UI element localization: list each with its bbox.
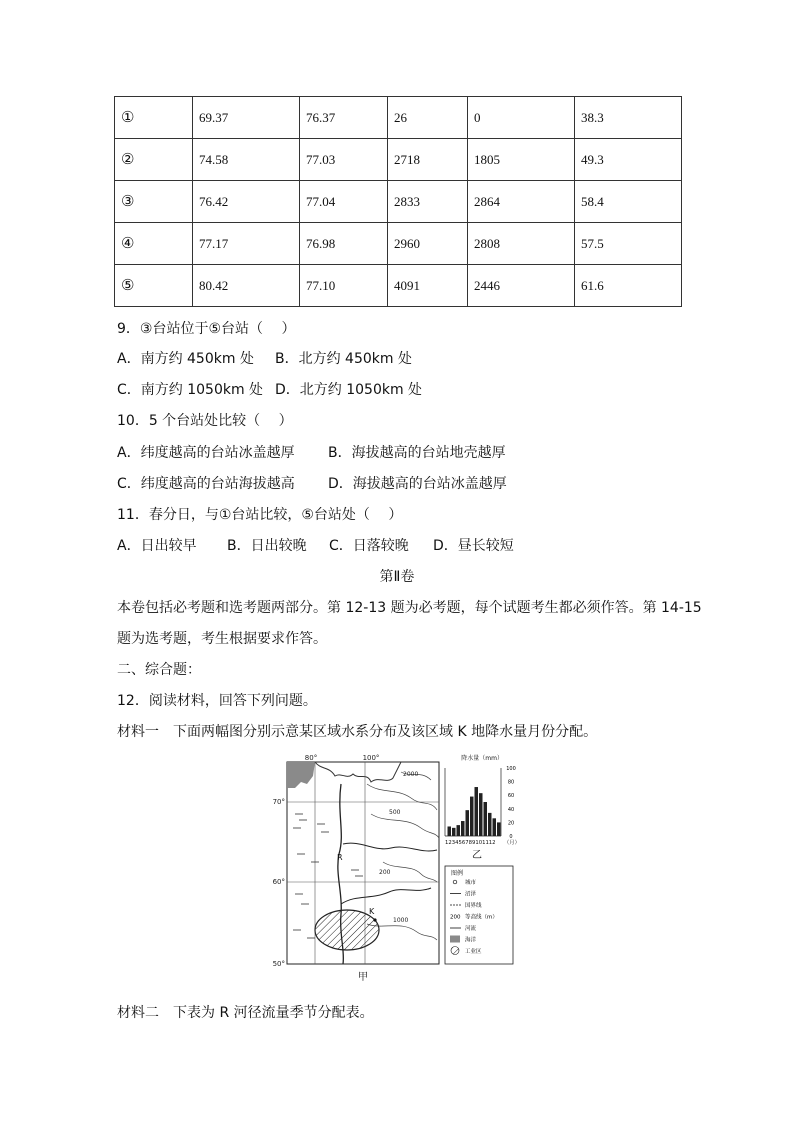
question-10-options: [117, 442, 506, 462]
legend-label: 等高线（m）: [465, 914, 498, 921]
map-legend: [445, 866, 513, 964]
latitude-label: 50°: [272, 960, 285, 968]
chart-y-tick: 40: [507, 806, 515, 813]
map-and-chart-figure: [271, 754, 520, 984]
table-row: [115, 223, 682, 265]
option-c: C．南方约 1050km 处: [117, 382, 264, 398]
table-cell: 2864: [468, 181, 575, 223]
material-two: 材料二 下表为 R 河径流量季节分配表。: [117, 1005, 374, 1021]
chart-bar: [461, 821, 465, 836]
table-cell: 26: [388, 97, 468, 139]
table-cell: 76.37: [300, 97, 388, 139]
contour-label: 500: [389, 809, 401, 816]
site-k-marker: [373, 918, 376, 921]
table-cell: 80.42: [193, 265, 300, 307]
contour-label: 1000: [393, 917, 409, 924]
table-cell: 76.42: [193, 181, 300, 223]
map-jia: [273, 754, 439, 983]
chart-x-tick-labels: 123456789101112: [445, 840, 496, 846]
chart-bar: [466, 810, 470, 836]
table-cell: 49.3: [575, 139, 682, 181]
question-10-options-2: [117, 473, 507, 493]
latitude-label: 60°: [272, 878, 285, 886]
chart-bar: [448, 826, 452, 836]
table-row: [115, 265, 682, 307]
chart-bar: [479, 793, 483, 836]
table-cell: 61.6: [575, 265, 682, 307]
legend-symbol: 200: [450, 914, 461, 921]
table-cell: 1805: [468, 139, 575, 181]
table-cell: 58.4: [575, 181, 682, 223]
option-b: B．北方约 450km 处: [275, 351, 412, 367]
chart-bar: [497, 822, 501, 836]
chart-bar: [484, 802, 488, 836]
table-cell: 2808: [468, 223, 575, 265]
station-data-table: [114, 96, 682, 307]
table-cell: 77.04: [300, 181, 388, 223]
section-title: 第Ⅱ卷: [379, 569, 415, 585]
question-11-stem: 11．春分日，与①台站比较，⑤台站处（ ）: [117, 507, 403, 523]
section-intro-line-2: 题为选考题，考生根据要求作答。: [117, 631, 327, 647]
legend-symbol: [451, 947, 459, 955]
section-heading: 二、综合题：: [117, 662, 201, 678]
table-cell: 74.58: [193, 139, 300, 181]
chart-bar: [470, 797, 474, 836]
chart-caption: 乙: [472, 850, 482, 861]
chart-x-label: （月）: [504, 840, 520, 846]
table-row: [115, 181, 682, 223]
table-cell: 2718: [388, 139, 468, 181]
chart-y-tick: 60: [507, 793, 515, 800]
question-12-stem: 12．阅读材料，回答下列问题。: [117, 693, 317, 709]
table-row: [115, 139, 682, 181]
chart-bar: [488, 813, 492, 836]
site-k-label: K: [369, 907, 375, 916]
longitude-label: 100°: [362, 754, 380, 762]
table-cell: 76.98: [300, 223, 388, 265]
table-cell: 77.10: [300, 265, 388, 307]
legend-label: 城市: [465, 880, 477, 886]
station-id-cell: ④: [115, 223, 193, 265]
chart-y-tick: 100: [506, 766, 516, 772]
chart-bar: [452, 828, 456, 836]
legend-item: [450, 913, 498, 921]
table-cell: 38.3: [575, 97, 682, 139]
option-a: A．纬度越高的台站冰盖越厚: [117, 445, 295, 461]
option-b: B．海拔越高的台站地壳越厚: [328, 445, 506, 461]
option-c: C．日落较晚: [329, 538, 409, 554]
table-cell: 2833: [388, 181, 468, 223]
table-cell: 4091: [388, 265, 468, 307]
chart-y-tick: 80: [507, 779, 515, 786]
legend-label: 沼泽: [465, 891, 477, 898]
chart-y-label: 降水量（mm）: [461, 755, 503, 762]
table-cell: 0: [468, 97, 575, 139]
table-cell: 69.37: [193, 97, 300, 139]
legend-label: 工业区: [465, 949, 482, 955]
precipitation-chart: [445, 754, 520, 861]
material-one: 材料一 下面两幅图分别示意某区域水系分布及该区域 K 地降水量月份分配。: [117, 724, 598, 740]
table-cell: 2960: [388, 223, 468, 265]
chart-bar: [493, 818, 497, 836]
option-c: C．纬度越高的台站海拔越高: [117, 476, 295, 492]
table-cell: 77.17: [193, 223, 300, 265]
contour-label: 2000: [403, 771, 419, 778]
table-cell: 57.5: [575, 223, 682, 265]
option-d: D．昼长较短: [433, 538, 514, 554]
table-cell: 2446: [468, 265, 575, 307]
station-id-cell: ①: [115, 97, 193, 139]
question-9-options-2: [117, 379, 422, 399]
chart-bar: [475, 787, 479, 836]
station-id-cell: ②: [115, 139, 193, 181]
station-id-cell: ⑤: [115, 265, 193, 307]
latitude-label: 70°: [272, 798, 285, 806]
option-d: D．北方约 1050km 处: [275, 382, 423, 398]
contour-label: 200: [379, 869, 391, 876]
section-intro-line-1: 本卷包括必考题和选考题两部分。第 12-13 题为必考题，每个试题考生都必须作答。第 14-15: [117, 600, 702, 616]
table-cell: 77.03: [300, 139, 388, 181]
option-b: B．日出较晚: [227, 538, 307, 554]
station-id-cell: ③: [115, 181, 193, 223]
legend-label: 国界线: [465, 903, 482, 909]
question-10-stem: 10．5 个台站处比较（ ）: [117, 413, 293, 429]
legend-title: 图例: [451, 870, 464, 877]
chart-bar: [457, 825, 461, 836]
option-a: A．南方约 450km 处: [117, 351, 254, 367]
legend-label: 河流: [465, 926, 477, 932]
table-row: [115, 97, 682, 139]
chart-y-tick: 20: [507, 820, 515, 827]
question-9-options: [117, 348, 412, 368]
longitude-label: 80°: [304, 754, 318, 762]
question-11-options: [117, 535, 514, 555]
river-r-label: R: [337, 853, 343, 862]
option-a: A．日出较早: [117, 538, 197, 554]
legend-symbol: [450, 936, 460, 943]
chart-y-tick: 0: [509, 834, 513, 840]
industrial-area: [315, 910, 379, 950]
legend-label: 海洋: [465, 937, 477, 944]
map-caption: 甲: [358, 972, 368, 983]
option-d: D．海拔越高的台站冰盖越厚: [328, 476, 507, 492]
question-9-stem: 9．③台站位于⑤台站（ ）: [117, 321, 296, 337]
